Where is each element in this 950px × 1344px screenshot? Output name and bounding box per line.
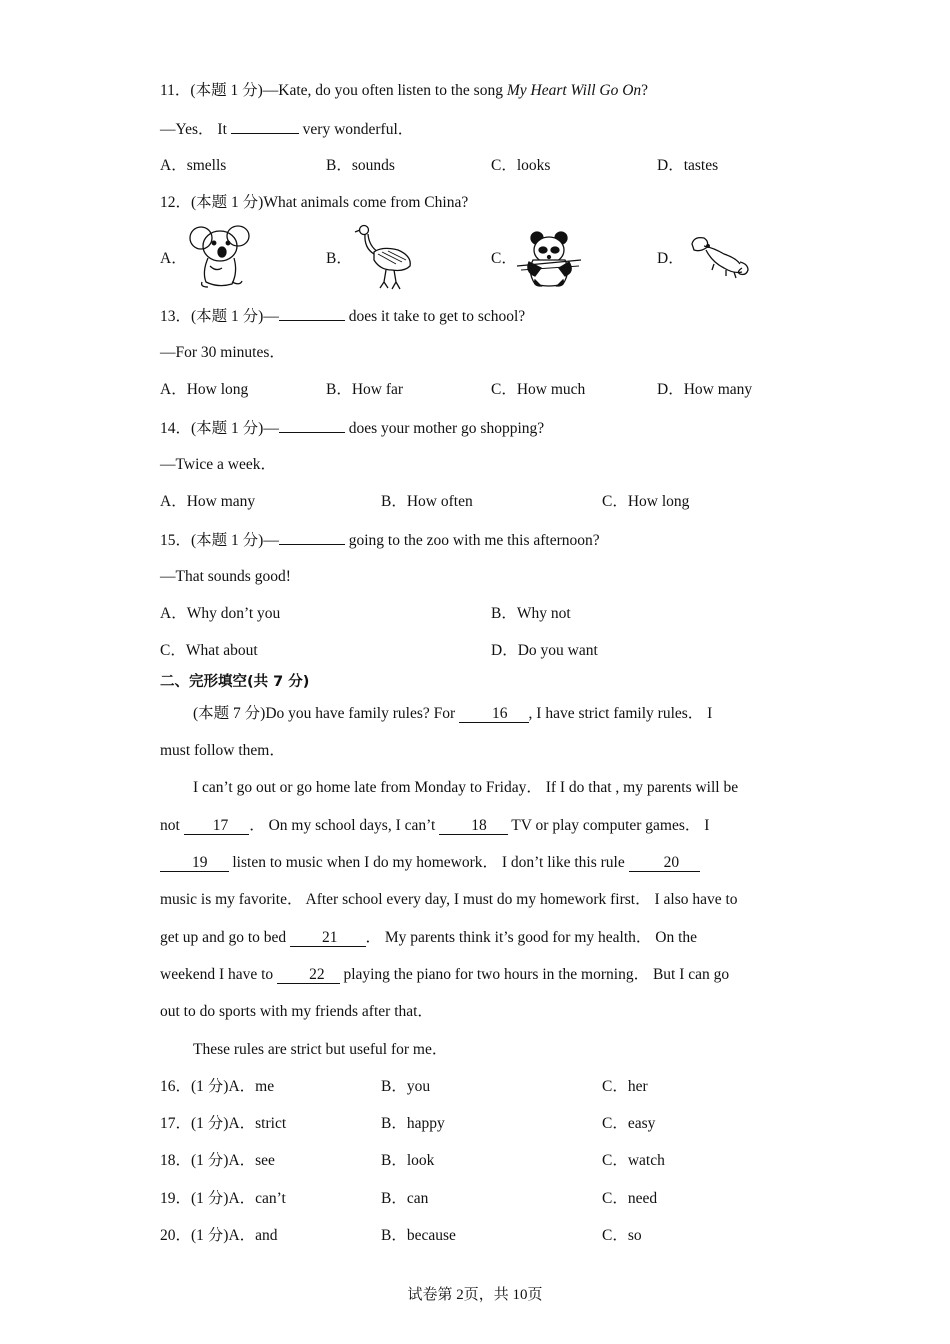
q11-option-b[interactable]: B．sounds xyxy=(326,157,395,174)
question-15-stem xyxy=(160,529,600,551)
passage-text: not xyxy=(160,817,184,834)
q18-option-a[interactable]: 18．(1 分)A．see xyxy=(160,1152,275,1169)
q17-option-b[interactable]: B．happy xyxy=(381,1115,445,1132)
q14-option-a[interactable]: A．How many xyxy=(160,493,256,510)
q11-option-a[interactable]: A．smells xyxy=(160,157,227,174)
q16-option-b[interactable]: B．you xyxy=(381,1078,431,1095)
q17-option-c[interactable]: C．easy xyxy=(602,1115,656,1132)
blank-21: 21 xyxy=(290,929,366,947)
q15-option-a[interactable]: A．Why don’t you xyxy=(160,605,281,622)
q15-option-d[interactable]: D．Do you want xyxy=(491,642,598,659)
answer-blank xyxy=(231,118,299,134)
q11-song-title: My Heart Will Go On xyxy=(506,82,642,99)
passage-line-6: music is my favorite． After school every day, I must do my homework first． I also have to xyxy=(160,891,738,908)
passage-text: ． My parents think it’s good for my health． On the xyxy=(365,929,698,946)
passage-text: listen to music when I do my homework． I don’t like this rule xyxy=(228,854,629,871)
q15-stem-text: 15．(本题 1 分)— xyxy=(160,532,279,549)
q11-reply-text: —Yes． It xyxy=(160,121,231,138)
passage-line-3: I can’t go out or go home late from Monday to Friday． If I do that , my parents will be xyxy=(193,779,739,796)
q16-option-a[interactable]: 16．(1 分)A．me xyxy=(160,1078,275,1095)
q14-stem-end: does your mother go shopping? xyxy=(344,420,545,437)
question-11-stem xyxy=(160,81,648,101)
q15-option-c[interactable]: C．What about xyxy=(160,642,258,659)
question-13-reply: —For 30 minutes． xyxy=(160,344,285,361)
question-13-stem xyxy=(160,305,525,327)
q13-option-c[interactable]: C．How much xyxy=(491,381,586,398)
blank-20: 20 xyxy=(629,854,701,872)
question-14-stem xyxy=(160,417,544,439)
q20-option-c[interactable]: C．so xyxy=(602,1227,642,1244)
passage-text: , I have strict family rules． I xyxy=(528,705,713,722)
blank-17: 17 xyxy=(184,817,250,835)
q16-option-c[interactable]: C．her xyxy=(602,1078,648,1095)
q14-option-b[interactable]: B．How often xyxy=(381,493,473,510)
blank-19: 19 xyxy=(160,854,229,872)
q11-option-d[interactable]: D．tastes xyxy=(657,157,719,174)
answer-blank xyxy=(279,529,345,545)
page-footer: 试卷第 2页，共 10页 xyxy=(407,1287,543,1303)
question-15-reply: —That sounds good! xyxy=(160,568,291,585)
passage-line-1 xyxy=(193,704,712,724)
q13-stem-text: 13．(本题 1 分)— xyxy=(160,308,279,325)
q12-option-c[interactable]: C． xyxy=(491,250,517,267)
q20-option-a[interactable]: 20．(1 分)A．and xyxy=(160,1227,278,1244)
q14-stem-text: 14．(本题 1 分)— xyxy=(160,420,279,437)
passage-line-2: must follow them． xyxy=(160,742,285,759)
panda-image xyxy=(515,230,585,288)
passage-text: playing the piano for two hours in the morning． But I can go xyxy=(339,966,730,983)
q14-option-c[interactable]: C．How long xyxy=(602,493,690,510)
passage-text: ． On my school days, I can’t xyxy=(249,817,440,834)
question-14-reply: —Twice a week． xyxy=(160,456,276,473)
q18-option-b[interactable]: B．look xyxy=(381,1152,435,1169)
passage-text: (本题 7 分)Do you have family rules? For xyxy=(193,705,460,722)
passage-line-7 xyxy=(160,928,697,948)
blank-16: 16 xyxy=(459,705,529,723)
answer-blank xyxy=(279,305,345,321)
passage-line-10: These rules are strict but useful for me． xyxy=(193,1041,448,1058)
q19-option-c[interactable]: C．need xyxy=(602,1190,658,1207)
blank-18: 18 xyxy=(439,817,508,835)
q13-option-d[interactable]: D．How many xyxy=(657,381,753,398)
question-12-stem: 12．(本题 1 分)What animals come from China? xyxy=(160,194,469,211)
q15-option-b[interactable]: B．Why not xyxy=(491,605,571,622)
platypus-image xyxy=(690,234,750,282)
q11-stem-end: ? xyxy=(641,82,649,99)
q18-option-c[interactable]: C．watch xyxy=(602,1152,665,1169)
passage-line-8 xyxy=(160,965,729,985)
q17-option-a[interactable]: 17．(1 分)A．strict xyxy=(160,1115,287,1132)
q15-stem-end: going to the zoo with me this afternoon? xyxy=(344,532,600,549)
q12-option-d[interactable]: D． xyxy=(657,250,684,267)
q13-stem-end: does it take to get to school? xyxy=(344,308,526,325)
passage-text: weekend I have to xyxy=(160,966,278,983)
blank-22: 22 xyxy=(277,966,340,984)
q12-option-a[interactable]: A． xyxy=(160,250,187,267)
emu-image xyxy=(352,222,416,292)
q19-option-a[interactable]: 19．(1 分)A．can’t xyxy=(160,1190,286,1207)
q12-option-b[interactable]: B． xyxy=(326,250,352,267)
passage-text: get up and go to bed xyxy=(160,929,291,946)
section-heading-cloze: 二、完形填空(共 7 分) xyxy=(160,674,310,690)
passage-line-5 xyxy=(160,853,700,873)
question-11-reply xyxy=(160,118,413,140)
q13-option-a[interactable]: A．How long xyxy=(160,381,249,398)
passage-line-4 xyxy=(160,816,709,836)
passage-text: TV or play computer games． I xyxy=(507,817,710,834)
passage-line-9: out to do sports with my friends after that． xyxy=(160,1003,433,1020)
koala-image xyxy=(188,224,252,290)
q11-stem-text: 11．(本题 1 分)—Kate, do you often listen to the song xyxy=(160,82,507,99)
q13-option-b[interactable]: B．How far xyxy=(326,381,404,398)
q19-option-b[interactable]: B．can xyxy=(381,1190,429,1207)
answer-blank xyxy=(279,417,345,433)
q20-option-b[interactable]: B．because xyxy=(381,1227,456,1244)
q11-reply-end: very wonderful． xyxy=(298,121,414,138)
q11-option-c[interactable]: C．looks xyxy=(491,157,551,174)
